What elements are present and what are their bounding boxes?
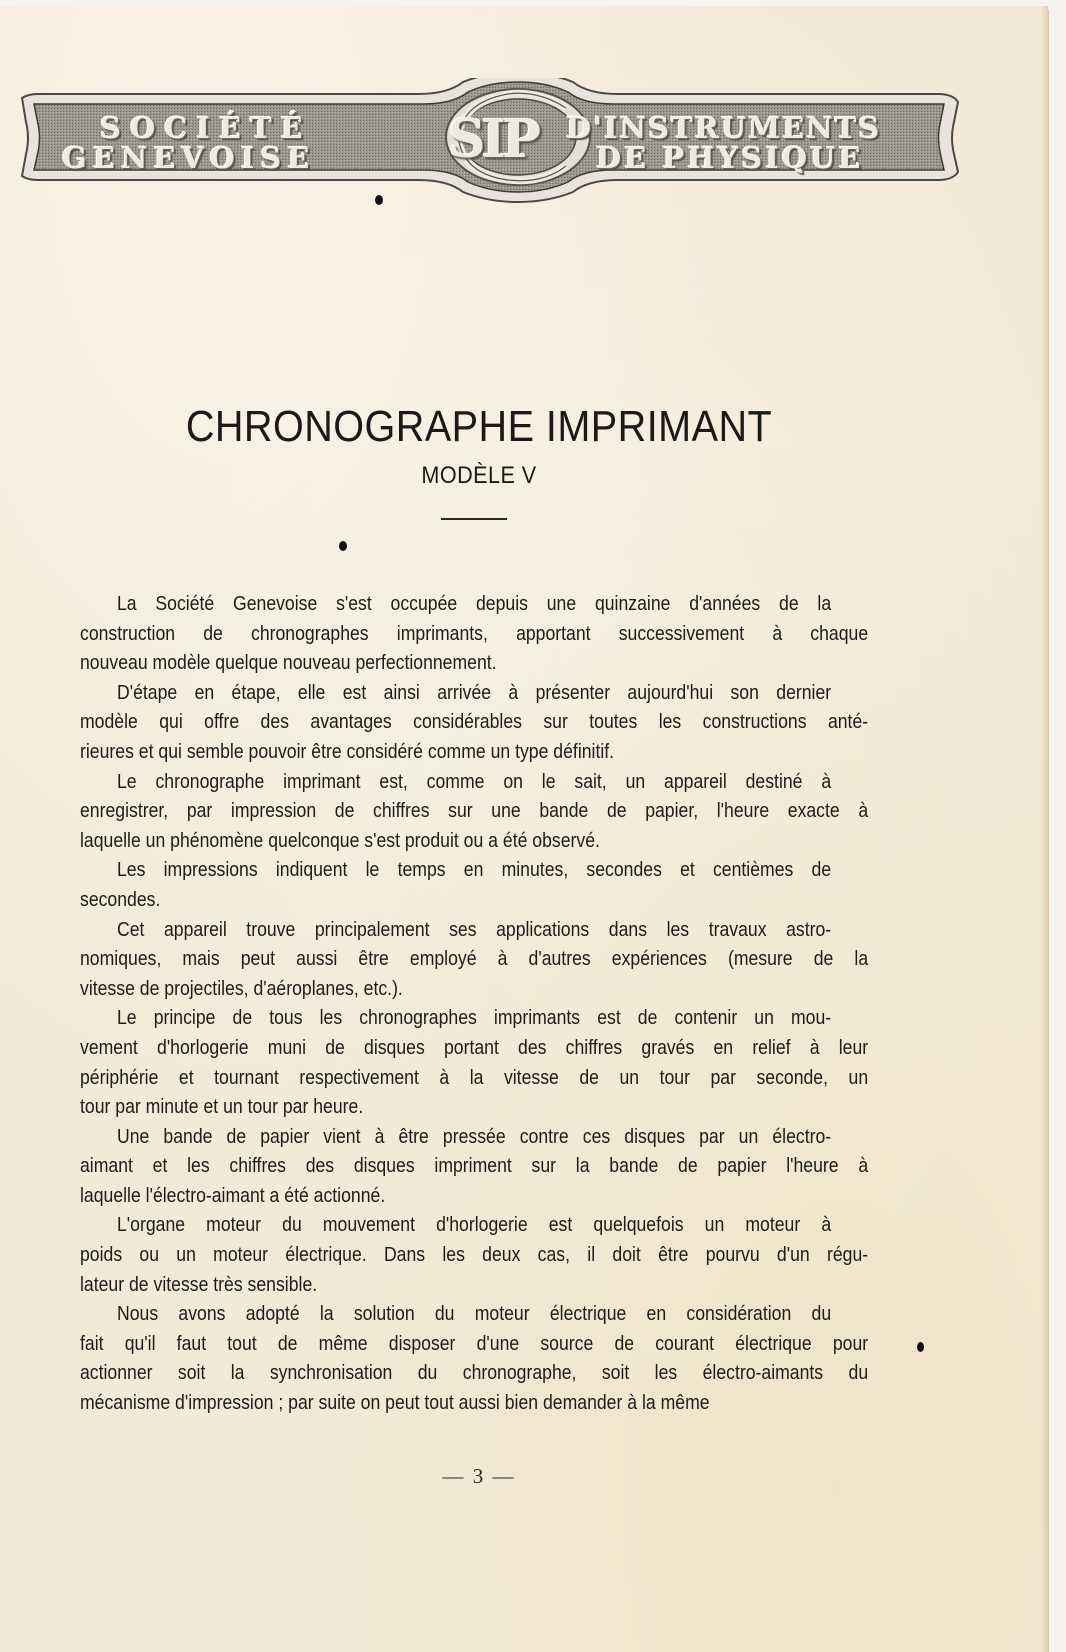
body-text [80,589,868,1418]
text-line [80,648,868,678]
text-line-content: secondes. [80,887,161,911]
page-edge [1040,6,1048,1652]
text-line-content: rieures et qui semble pouvoir être considéré comme un type définitif. [80,739,615,763]
text-line [80,885,868,915]
text-line [80,737,868,767]
header-text-physique: DE PHYSIQUE [596,141,864,175]
punch-hole-dot [375,195,383,205]
text-line [80,915,868,945]
text-line-content: Le chronographe imprimant est, comme on le sait, un appareil destiné à [117,769,832,793]
text-line-content: laquelle un phénomène quelconque s'est produit ou a été observé. [80,828,600,852]
text-line-content: mécanisme d'impression ; par suite on peut tout aussi bien demander à la même [80,1391,710,1415]
text-line-content: vitesse de projectiles, d'aéroplanes, etc.). [80,976,403,1000]
text-line-content: La Société Genevoise s'est occupée depuis une quinzaine d'années de la [117,592,832,615]
page-number: — 3 — [442,1464,516,1488]
text-line-content: modèle qui offre des avantages considérables sur toutes les constructions anté- [80,710,869,734]
header-text-instruments: D'INSTRUMENTS [566,111,882,145]
paragraph [80,767,868,856]
text-line [80,1181,868,1211]
text-line-content: nomiques, mais peut aussi être employé à d'autres expériences (mesure de la [80,947,869,971]
text-line-content: Cet appareil trouve principalement ses applications dans les travaux astro- [117,917,832,941]
text-line-content: enregistrer, par impression de chiffres sur une bande de papier, l'heure exacte à [80,799,869,823]
document-page [0,6,1048,1652]
text-line [80,1063,868,1093]
text-line-content: Nous avons adopté la solution du moteur électrique en considération du [117,1302,832,1326]
text-line [80,589,868,619]
document-subtitle: MODÈLE V [421,462,537,489]
paragraph [80,915,868,1004]
text-line [80,1033,868,1063]
document-title: CHRONOGRAPHE IMPRIMANT [185,402,773,451]
title-divider [441,518,507,520]
text-line-content: fait qu'il faut tout de même disposer d'une source de courant électrique pour [80,1331,869,1355]
text-line [80,1210,868,1240]
text-line-content: Les impressions indiquent le temps en minutes, secondes et centièmes de [117,858,832,882]
text-line-content: Une bande de papier vient à être pressée contre ces disques par un électro- [117,1124,832,1148]
text-line [80,974,868,1004]
text-line [80,1388,868,1418]
paragraph [80,678,868,767]
text-line [80,678,868,708]
text-line [80,1122,868,1152]
punch-hole-dot [917,1342,924,1352]
paragraph [80,855,868,914]
text-line [80,826,868,856]
text-line-content: lateur de vitesse très sensible. [80,1272,318,1296]
text-line-content: construction de chronographes imprimants, apportant successivement à chaque [80,621,869,645]
paragraph [80,1122,868,1211]
text-line-content: actionner soit la synchronisation du chronographe, soit les électro-aimants du [80,1361,869,1385]
text-line-content: Le principe de tous les chronographes imprimants est de contenir un mou- [117,1006,832,1030]
text-line [80,1358,868,1388]
paragraph [80,1299,868,1417]
text-line [80,707,868,737]
header-text-genevoise: GENEVOISE [62,141,316,175]
text-line [80,1240,868,1270]
text-line-content: aimant et les chiffres des disques impriment sur la bande de papier l'heure à [80,1154,869,1178]
text-line-content: laquelle l'électro-aimant a été actionné. [80,1183,386,1207]
paragraph [80,589,868,678]
text-line-content: vement d'horlogerie muni de disques portant des chiffres gravés en relief à leur [80,1035,869,1059]
text-line [80,619,868,649]
paragraph [80,1003,868,1121]
text-line-content: poids ou un moteur électrique. Dans les deux cas, il doit être pourvu d'un régu- [80,1243,869,1267]
text-line-content: périphérie et tournant respectivement à la vitesse de un tour par seconde, un [80,1065,869,1089]
text-line-content: tour par minute et un tour par heure. [80,1095,364,1119]
punch-hole-dot [339,541,347,551]
text-line-content: D'étape en étape, elle est ainsi arrivée à présenter aujourd'hui son dernier [117,680,832,704]
text-line [80,1299,868,1329]
text-line [80,944,868,974]
text-line [80,1151,868,1181]
text-line-content: nouveau modèle quelque nouveau perfectionnement. [80,651,497,675]
text-line-content: L'organe moteur du mouvement d'horlogerie est quelquefois un moteur à [117,1213,832,1237]
text-line [80,1270,868,1300]
paragraph [80,1210,868,1299]
header-text-societe: SOCIÉTÉ [100,111,312,145]
text-line [80,796,868,826]
text-line [80,767,868,797]
text-line [80,1329,868,1359]
sip-monogram-logo: SIP [448,109,537,170]
header-logo-banner [18,78,968,208]
text-line [80,1092,868,1122]
text-line [80,1003,868,1033]
text-line [80,855,868,885]
